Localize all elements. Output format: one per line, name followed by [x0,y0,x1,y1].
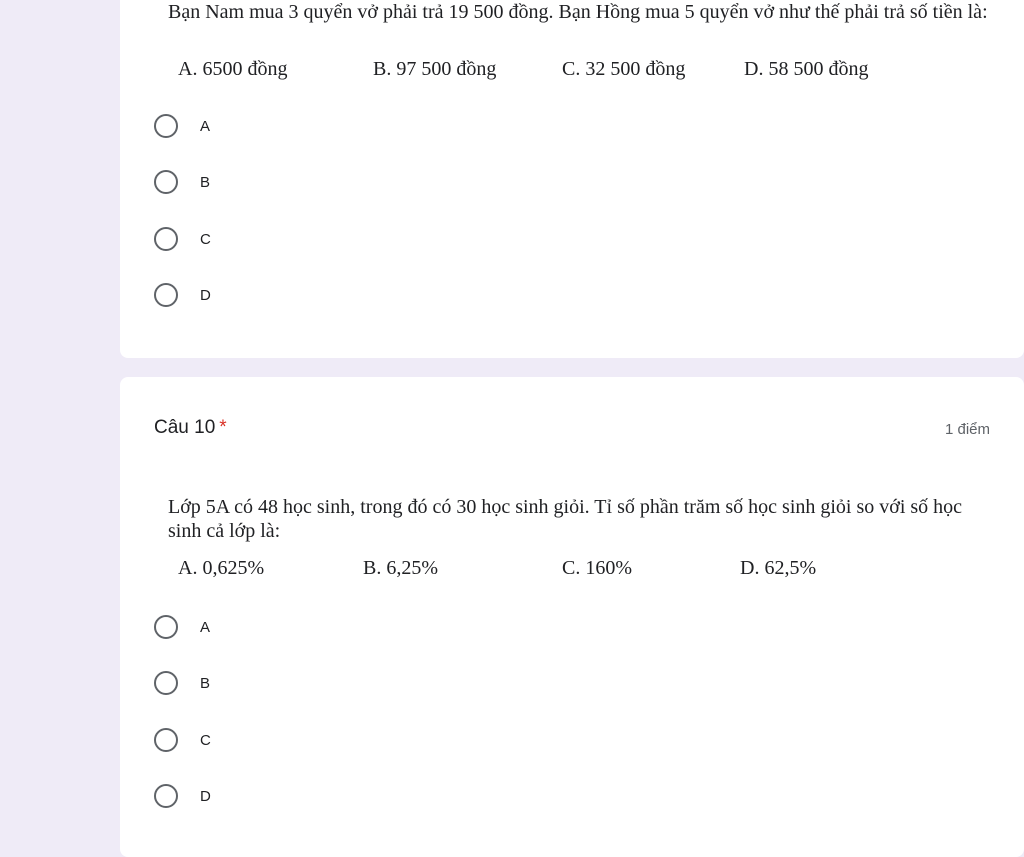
radio-circle-icon[interactable] [154,671,178,695]
question-text: Lớp 5A có 48 học sinh, trong đó có 30 học sinh giỏi. Tỉ số phần trăm số học sinh giỏi so với số học sinh cả lớp là: [168,496,963,542]
choice-b-text: B. 97 500 đồng [373,58,497,80]
radio-circle-icon[interactable] [154,227,178,251]
question-title-text: Câu 10 [154,417,216,438]
question-card-9 [120,0,1024,358]
question-text: Bạn Nam mua 3 quyển vở phải trả 19 500 đồng. Bạn Hồng mua 5 quyển vở như thế phải trả số tiền là: [168,1,988,23]
choice-c-text: C. 32 500 đồng [562,58,686,80]
radio-label: A [200,117,211,135]
choice-b-text: B. 6,25% [363,557,438,579]
radio-label: D [200,787,211,805]
radio-option-b[interactable] [154,669,210,697]
radio-label: A [200,618,211,636]
radio-circle-icon[interactable] [154,283,178,307]
answer-choices-row [178,58,978,84]
radio-label: C [200,731,211,749]
question-card-10 [120,377,1024,857]
radio-option-d[interactable] [154,281,211,309]
choice-a-text: A. 6500 đồng [178,58,288,80]
radio-label: B [200,674,211,692]
question-title [154,417,227,439]
choice-c-text: C. 160% [562,557,632,579]
radio-circle-icon[interactable] [154,728,178,752]
radio-circle-icon[interactable] [154,784,178,808]
points-label: 1 điểm [944,421,990,438]
radio-option-a[interactable] [154,112,210,140]
radio-circle-icon[interactable] [154,615,178,639]
required-asterisk: * [219,417,227,438]
radio-option-d[interactable] [154,782,211,810]
radio-label: C [200,230,211,248]
radio-circle-icon[interactable] [154,114,178,138]
radio-option-a[interactable] [154,613,210,641]
answer-choices-row [178,557,978,583]
choice-a-text: A. 0,625% [178,557,265,579]
radio-option-b[interactable] [154,168,210,196]
choice-d-text: D. 58 500 đồng [744,58,869,80]
radio-circle-icon[interactable] [154,170,178,194]
radio-option-c[interactable] [154,225,211,253]
radio-option-c[interactable] [154,726,211,754]
radio-label: D [200,286,211,304]
radio-label: B [200,173,211,191]
choice-d-text: D. 62,5% [740,557,817,579]
